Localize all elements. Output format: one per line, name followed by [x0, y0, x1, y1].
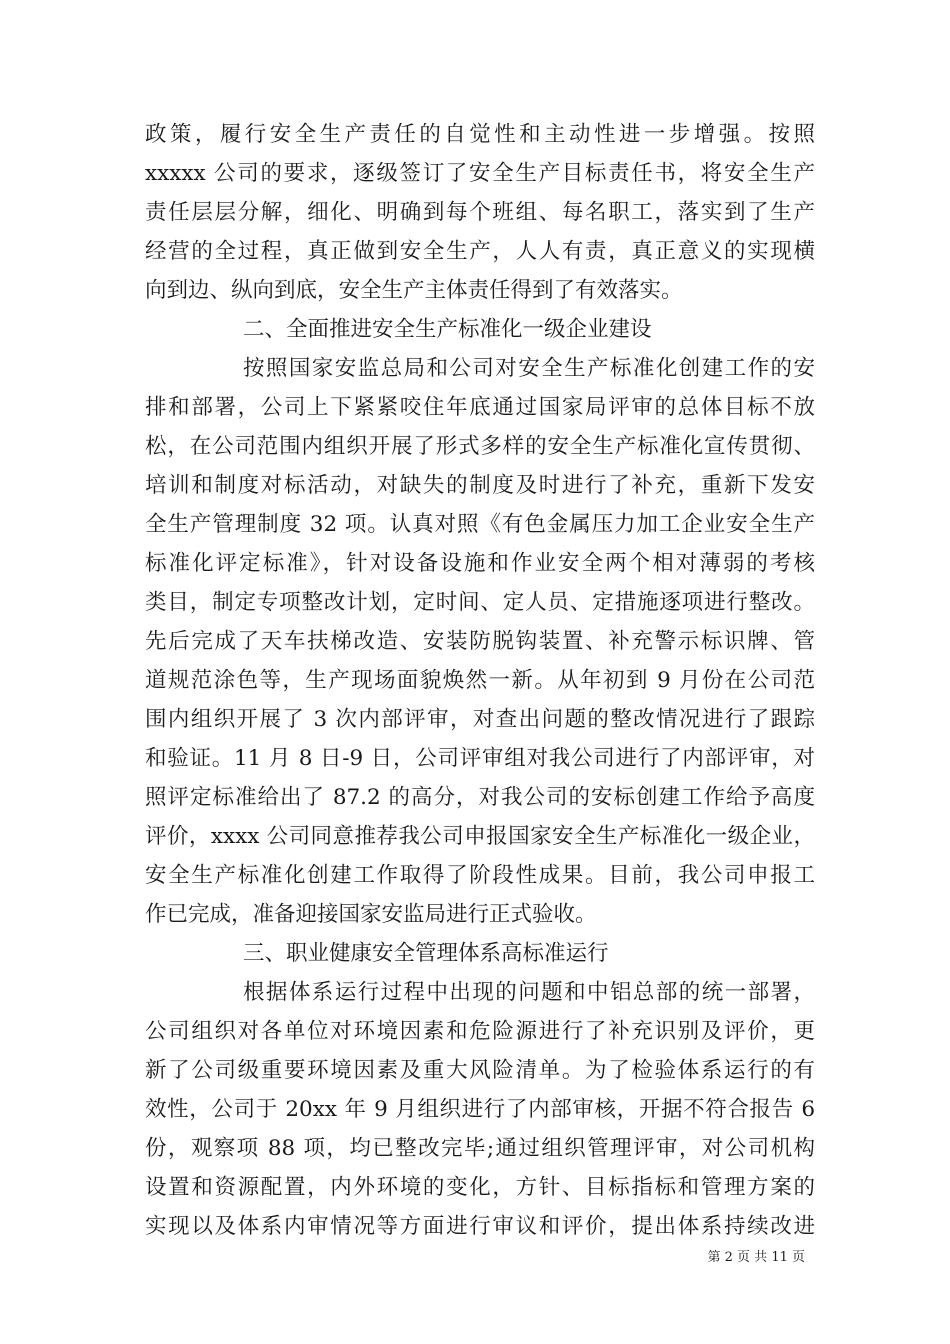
- paragraph-line: 和验证。11 月 8 日-9 日，公司评审组对我公司进行了内部评审，对: [145, 746, 815, 771]
- paragraph-line: 新了公司级重要环境因素及重大风险清单。为了检验体系运行的有: [145, 1058, 815, 1083]
- paragraph-line: 标准化评定标准》，针对设备设施和作业安全两个相对薄弱的考核: [145, 551, 815, 576]
- section-heading-3: 三、职业健康安全管理体系高标准运行: [243, 941, 609, 966]
- paragraph-line: 排和部署，公司上下紧紧咬住年底通过国家局评审的总体目标不放: [145, 395, 815, 420]
- paragraph-line: 公司组织对各单位对环境因素和危险源进行了补充识别及评价，更: [145, 1019, 815, 1044]
- paragraph-line: 评价，xxxx 公司同意推荐我公司申报国家安全生产标准化一级企业，: [145, 824, 815, 849]
- paragraph-line: 先后完成了天车扶梯改造、安装防脱钩装置、补充警示标识牌、管: [145, 629, 815, 654]
- paragraph-line: 经营的全过程，真正做到安全生产，人人有责，真正意义的实现横: [145, 239, 815, 264]
- paragraph-line: 向到边、纵向到底，安全生产主体责任得到了有效落实。: [145, 278, 683, 303]
- paragraph-line: 责任层层分解，细化、明确到每个班组、每名职工，落实到了生产: [145, 200, 815, 225]
- section-heading-2: 二、全面推进安全生产标准化一级企业建设: [243, 317, 652, 342]
- paragraph-line: 全生产管理制度 32 项。认真对照《有色金属压力加工企业安全生产: [145, 512, 815, 537]
- paragraph-line: 政策，履行安全生产责任的自觉性和主动性进一步增强。按照: [145, 122, 815, 147]
- page-number-footer: 第 2 页 共 11 页: [707, 1250, 805, 1265]
- paragraph-line: 实现以及体系内审情况等方面进行审议和评价，提出体系持续改进: [145, 1214, 815, 1239]
- paragraph-line: 围内组织开展了 3 次内部评审，对查出问题的整改情况进行了跟踪: [145, 707, 815, 732]
- paragraph-line: xxxxx 公司的要求，逐级签订了安全生产目标责任书，将安全生产: [145, 161, 815, 186]
- paragraph-line: 道规范涂色等，生产现场面貌焕然一新。从年初到 9 月份在公司范: [145, 668, 815, 693]
- paragraph-line: 作已完成，准备迎接国家安监局进行正式验收。: [145, 902, 597, 927]
- paragraph-line: 照评定标准给出了 87.2 的高分，对我公司的安标创建工作给予高度: [145, 785, 815, 810]
- paragraph-line: 份，观察项 88 项，均已整改完毕;通过组织管理评审，对公司机构: [145, 1136, 815, 1161]
- paragraph-line: 根据体系运行过程中出现的问题和中铝总部的统一部署，: [243, 980, 815, 1005]
- paragraph-line: 培训和制度对标活动，对缺失的制度及时进行了补充，重新下发安: [145, 473, 815, 498]
- paragraph-line: 类目，制定专项整改计划，定时间、定人员、定措施逐项进行整改。: [145, 590, 815, 615]
- paragraph-line: 效性，公司于 20xx 年 9 月组织进行了内部审核，开据不符合报告 6: [145, 1097, 815, 1122]
- paragraph-line: 设置和资源配置，内外环境的变化，方针、目标指标和管理方案的: [145, 1175, 815, 1200]
- paragraph-line: 松，在公司范围内组织开展了形式多样的安全生产标准化宣传贯彻、: [145, 434, 815, 459]
- paragraph-line: 安全生产标准化创建工作取得了阶段性成果。目前，我公司申报工: [145, 863, 815, 888]
- paragraph-line: 按照国家安监总局和公司对安全生产标准化创建工作的安: [243, 356, 815, 381]
